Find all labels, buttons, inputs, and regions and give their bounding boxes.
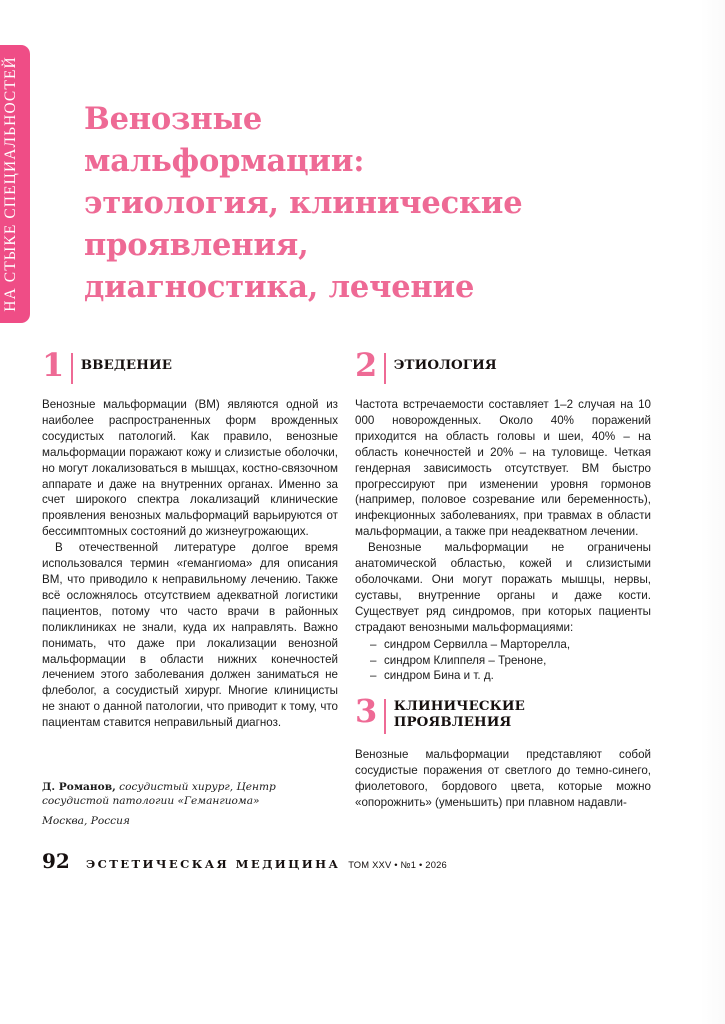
paragraph: Частота встречаемости составляет 1–2 случая на 10 000 новорожденных. Около 40% поражений приходится на область головы и шеи, 40% – на область конечностей и 20% – на туловище. Четкая гендерная зависимость отсутствует. ВМ быстро прогрессируют при изменении уровня гормонов (например, половое созревание или беременность), инфекционных заболеваниях, при травмах в области мальформации, а также при неадекватном лечении. [355, 398, 651, 539]
author-affiliation: сосудистый хирург, Центр сосудистой патологии «Гемангиома» [42, 781, 276, 807]
list-item [355, 653, 651, 669]
section-title-etiology: ЭТИОЛОГИЯ [393, 357, 497, 373]
author-city: Москва, Россия [42, 815, 130, 828]
author-name: Д. Романов, [42, 781, 116, 793]
list-item [355, 668, 651, 684]
section-category-tab [0, 45, 30, 323]
journal-name: ЭСТЕТИЧЕСКАЯ МЕДИЦИНА [86, 857, 341, 871]
section-number: 2 [355, 346, 378, 384]
section-heading-etiology [355, 346, 651, 386]
section-title-clinical [394, 698, 525, 730]
list-item-label: синдром Сервилла – Марторелла, [384, 637, 571, 651]
page-number: 92 [42, 849, 70, 873]
article-title-line-5: диагностика, лечение [84, 269, 475, 306]
section-heading-introduction [42, 346, 338, 386]
page-footer [42, 849, 662, 873]
article-body [42, 346, 683, 832]
section-divider-rule [384, 699, 386, 734]
journal-issue: ТОМ XXV • №1 • 2026 [348, 859, 447, 870]
scan-edge-shading [699, 0, 725, 1024]
article-title-line-1: Венозные [84, 101, 263, 138]
paragraph: Венозные мальформации не ограничены анатомической областью, кожей и слизистыми оболочками. Они могут поражать мышцы, нервы, суставы, внутренние органы и даже кости. Существует ряд синдромов, при которых пациенты страдают венозными мальформациями: [355, 541, 651, 634]
syndrome-list [355, 637, 651, 685]
section-number: 3 [355, 692, 378, 731]
paragraph: Венозные мальформации (ВМ) являются одной из наиболее распространенных форм врожденных сосудистых патологий. Как правило, венозные мальформации поражают кожу и слизистые оболочки, но могут локализоваться в мышцах, костно-связочном аппарате и даже на внутренних органах. Именно за счет широкого спектра локализаций клинические проявления венозных мальформаций варьируются от бессимптомных состояний до жизнеугрожающих. [42, 398, 338, 539]
section-divider-rule [384, 353, 386, 384]
article-title-line-3: этиология, клинические [84, 185, 523, 222]
column-right [355, 346, 651, 811]
paragraph: Венозные мальформации представляют собой сосудистые поражения от светлого до темно-синего, фиолетового, бордового цвета, которые можно «опорожнить» (уменьшить) при плавном надавли- [355, 748, 651, 810]
list-item-label: синдром Бина и т. д. [384, 669, 494, 683]
column-left [42, 346, 338, 731]
article-title [84, 98, 644, 308]
list-item [355, 637, 651, 653]
list-marker: – [370, 653, 377, 667]
section-number: 1 [42, 346, 65, 384]
section-divider-rule [71, 353, 73, 384]
section-category-label: НА СТЫКЕ СПЕЦИАЛЬНОСТЕЙ [2, 56, 19, 312]
section-title-clinical-line-1: КЛИНИЧЕСКИЕ [393, 698, 525, 715]
section-heading-clinical [355, 692, 651, 736]
list-item-label: синдром Клиппеля – Треноне, [384, 653, 547, 667]
article-title-line-2: мальформации: [84, 143, 365, 180]
article-title-line-4: проявления, [84, 227, 309, 264]
section-title-introduction: ВВЕДЕНИЕ [80, 357, 173, 373]
paragraph: В отечественной литературе долгое время использовался термин «гемангиома» для описания ВМ, что приводило к неправильному лечению. Также всё осложнялось отсутствием адекватной логистики пациентов, потому что часто врачи в районных поликлиниках не знали, куда их направлять. Важно понимать, что даже при локализации венозной мальформации в области нижних конечностей лечением этого заболевания должен заниматься не флеболог, а сосудистый хирург. Многие клиницисты не знают о данной патологии, что приводит к тому, что пациентам ставится неправильный диагноз. [42, 541, 338, 730]
author-byline [42, 781, 342, 829]
section-title-clinical-line-2: ПРОЯВЛЕНИЯ [393, 713, 512, 730]
list-marker: – [370, 669, 377, 683]
list-marker: – [370, 637, 377, 651]
